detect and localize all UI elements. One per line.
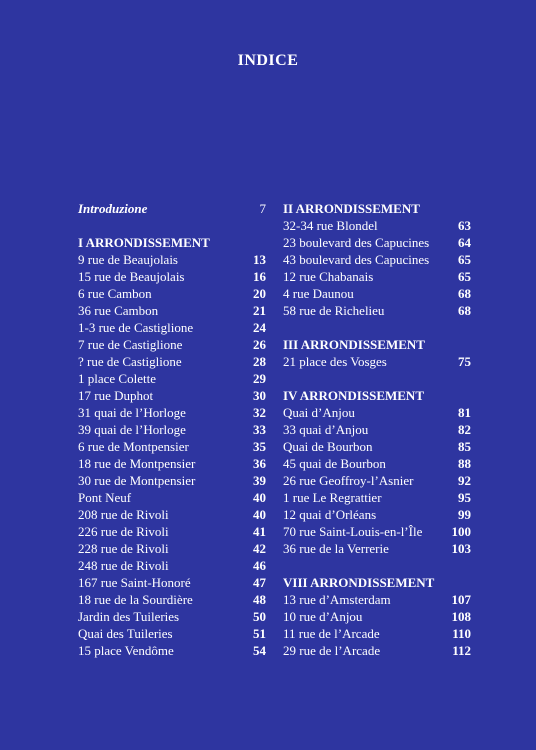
entry-page: 48 bbox=[253, 592, 266, 607]
toc-entry bbox=[283, 353, 471, 370]
entry-page: 99 bbox=[458, 507, 471, 522]
entry-name: 11 rue de l’Arcade bbox=[283, 626, 380, 641]
entry-name: 32-34 rue Blondel bbox=[283, 218, 378, 233]
entry-name: 15 rue de Beaujolais bbox=[78, 269, 185, 284]
toc-entry bbox=[283, 421, 471, 438]
toc-entry bbox=[283, 625, 471, 642]
entry-page: 92 bbox=[458, 473, 471, 488]
toc-entry bbox=[78, 353, 266, 370]
entry-page: 68 bbox=[458, 286, 471, 301]
toc-entry bbox=[283, 489, 471, 506]
toc-entry bbox=[78, 540, 266, 557]
toc-entry bbox=[283, 642, 471, 659]
entry-page: 46 bbox=[253, 558, 266, 573]
toc-entry bbox=[78, 404, 266, 421]
section-heading: II ARRONDISSEMENT bbox=[283, 201, 420, 216]
entry-page: 112 bbox=[452, 643, 471, 658]
entry-name: 1-3 rue de Castiglione bbox=[78, 320, 194, 335]
toc-entry bbox=[78, 285, 266, 302]
entry-page: 33 bbox=[253, 422, 266, 437]
entry-page: 32 bbox=[253, 405, 266, 420]
entry-name: 36 rue de la Verrerie bbox=[283, 541, 389, 556]
entry-page: 13 bbox=[253, 252, 266, 267]
entry-page: 65 bbox=[458, 252, 471, 267]
toc-entry bbox=[78, 302, 266, 319]
entry-page: 30 bbox=[253, 388, 266, 403]
page-title: INDICE bbox=[237, 52, 299, 69]
spacer bbox=[283, 370, 471, 387]
entry-page: 35 bbox=[253, 439, 266, 454]
entry-page: 36 bbox=[253, 456, 266, 471]
entry-page: 68 bbox=[458, 303, 471, 318]
entry-name: Quai des Tuileries bbox=[78, 626, 173, 641]
entry-name: 36 rue Cambon bbox=[78, 303, 159, 318]
entry-page: 110 bbox=[452, 626, 471, 641]
entry-page: 40 bbox=[253, 507, 266, 522]
entry-page: 82 bbox=[458, 422, 471, 437]
toc-entry bbox=[283, 285, 471, 302]
entry-page: 47 bbox=[253, 575, 266, 590]
entry-name: 29 rue de l’Arcade bbox=[283, 643, 381, 658]
spacer bbox=[283, 557, 471, 574]
entry-name: Jardin des Tuileries bbox=[78, 609, 180, 624]
entry-page: 75 bbox=[458, 354, 471, 369]
toc-entry bbox=[283, 251, 471, 268]
entry-name: Introduzione bbox=[78, 201, 148, 216]
entry-name: Pont Neuf bbox=[78, 490, 132, 505]
toc-entry bbox=[78, 336, 266, 353]
toc-entry-introduction bbox=[78, 200, 266, 217]
entry-page: 29 bbox=[253, 371, 266, 386]
entry-name: 45 quai de Bourbon bbox=[283, 456, 386, 471]
section-heading: III ARRONDISSEMENT bbox=[283, 337, 425, 352]
entry-name: 1 place Colette bbox=[78, 371, 156, 386]
toc-entry bbox=[283, 438, 471, 455]
entry-page: 26 bbox=[253, 337, 266, 352]
entry-page: 21 bbox=[253, 303, 266, 318]
entry-name: 43 boulevard des Capucines bbox=[283, 252, 430, 267]
toc-entry bbox=[78, 455, 266, 472]
entry-name: 18 rue de la Sourdière bbox=[78, 592, 193, 607]
toc-entry bbox=[78, 421, 266, 438]
toc-entry bbox=[283, 506, 471, 523]
entry-name: 12 rue Chabanais bbox=[283, 269, 374, 284]
left-column bbox=[78, 200, 266, 659]
entry-name: 1 rue Le Regrattier bbox=[283, 490, 382, 505]
entry-page: 50 bbox=[253, 609, 266, 624]
right-column bbox=[283, 200, 471, 659]
entry-name: 9 rue de Beaujolais bbox=[78, 252, 178, 267]
toc-entry bbox=[283, 472, 471, 489]
entry-name: 228 rue de Rivoli bbox=[78, 541, 169, 556]
entry-name: 12 quai d’Orléans bbox=[283, 507, 377, 522]
toc-entry bbox=[78, 438, 266, 455]
toc-entry bbox=[283, 455, 471, 472]
entry-name: 31 quai de l’Horloge bbox=[78, 405, 186, 420]
entry-name: 30 rue de Montpensier bbox=[78, 473, 196, 488]
toc-entry bbox=[78, 268, 266, 285]
entry-name: 33 quai d’Anjou bbox=[283, 422, 369, 437]
entry-name: 23 boulevard des Capucines bbox=[283, 235, 430, 250]
entry-name: 15 place Vendôme bbox=[78, 643, 174, 658]
spacer bbox=[78, 217, 266, 234]
entry-name: 70 rue Saint-Louis-en-l’Île bbox=[283, 524, 423, 539]
toc-entry bbox=[283, 234, 471, 251]
entry-name: 226 rue de Rivoli bbox=[78, 524, 169, 539]
toc-entry bbox=[78, 387, 266, 404]
entry-page: 88 bbox=[458, 456, 471, 471]
entry-name: 10 rue d’Anjou bbox=[283, 609, 363, 624]
entry-page: 65 bbox=[458, 269, 471, 284]
entry-page: 39 bbox=[253, 473, 266, 488]
toc-entry bbox=[78, 472, 266, 489]
entry-page: 41 bbox=[253, 524, 266, 539]
entry-name: 6 rue Cambon bbox=[78, 286, 152, 301]
section-heading: IV ARRONDISSEMENT bbox=[283, 388, 424, 403]
entry-name: 18 rue de Montpensier bbox=[78, 456, 196, 471]
toc-entry bbox=[78, 608, 266, 625]
entry-name: 13 rue d’Amsterdam bbox=[283, 592, 391, 607]
entry-page: 51 bbox=[253, 626, 266, 641]
entry-page: 42 bbox=[253, 541, 266, 556]
entry-name: 21 place des Vosges bbox=[283, 354, 387, 369]
entry-name: 248 rue de Rivoli bbox=[78, 558, 169, 573]
entry-page: 103 bbox=[451, 541, 471, 556]
entry-name: 4 rue Daunou bbox=[283, 286, 354, 301]
entry-page: 40 bbox=[253, 490, 266, 505]
entry-name: 208 rue de Rivoli bbox=[78, 507, 169, 522]
toc-entry bbox=[78, 523, 266, 540]
entry-name: 7 rue de Castiglione bbox=[78, 337, 183, 352]
entry-page: 85 bbox=[458, 439, 471, 454]
entry-page: 28 bbox=[253, 354, 266, 369]
entry-name: ? rue de Castiglione bbox=[78, 354, 182, 369]
toc-entry bbox=[78, 557, 266, 574]
toc-entry bbox=[283, 591, 471, 608]
toc-entry bbox=[78, 642, 266, 659]
toc-entry bbox=[78, 625, 266, 642]
toc-entry bbox=[78, 370, 266, 387]
toc-entry bbox=[283, 540, 471, 557]
entry-name: Quai de Bourbon bbox=[283, 439, 373, 454]
entry-page: 24 bbox=[253, 320, 266, 335]
entry-name: 58 rue de Richelieu bbox=[283, 303, 385, 318]
spacer bbox=[283, 319, 471, 336]
toc-entry bbox=[78, 506, 266, 523]
entry-list bbox=[78, 251, 266, 659]
entry-name: 26 rue Geoffroy-l’Asnier bbox=[283, 473, 414, 488]
entry-name: 6 rue de Montpensier bbox=[78, 439, 189, 454]
toc-entry bbox=[283, 404, 471, 421]
section-heading: VIII ARRONDISSEMENT bbox=[283, 575, 435, 590]
toc-entry bbox=[78, 251, 266, 268]
entry-page: 20 bbox=[253, 286, 266, 301]
toc-entry bbox=[78, 319, 266, 336]
toc-entry bbox=[78, 574, 266, 591]
entry-page: 81 bbox=[458, 405, 471, 420]
toc-entry bbox=[78, 489, 266, 506]
entry-page: 64 bbox=[458, 235, 471, 250]
toc-entry bbox=[283, 302, 471, 319]
toc-entry bbox=[283, 217, 471, 234]
toc-entry bbox=[283, 268, 471, 285]
entry-page: 54 bbox=[253, 643, 266, 658]
entry-name: 17 rue Duphot bbox=[78, 388, 154, 403]
entry-page: 63 bbox=[458, 218, 471, 233]
entry-name: 167 rue Saint-Honoré bbox=[78, 575, 191, 590]
toc-entry bbox=[283, 608, 471, 625]
entry-name: 39 quai de l’Horloge bbox=[78, 422, 186, 437]
section-heading: I ARRONDISSEMENT bbox=[78, 235, 210, 250]
entry-page: 100 bbox=[451, 524, 471, 539]
toc-entry bbox=[283, 523, 471, 540]
entry-page: 16 bbox=[253, 269, 266, 284]
entry-page: 95 bbox=[458, 490, 471, 505]
entry-name: Quai d’Anjou bbox=[283, 405, 355, 420]
toc-entry bbox=[78, 591, 266, 608]
entry-page: 107 bbox=[451, 592, 471, 607]
entry-page: 108 bbox=[451, 609, 471, 624]
entry-page: 7 bbox=[259, 201, 266, 216]
